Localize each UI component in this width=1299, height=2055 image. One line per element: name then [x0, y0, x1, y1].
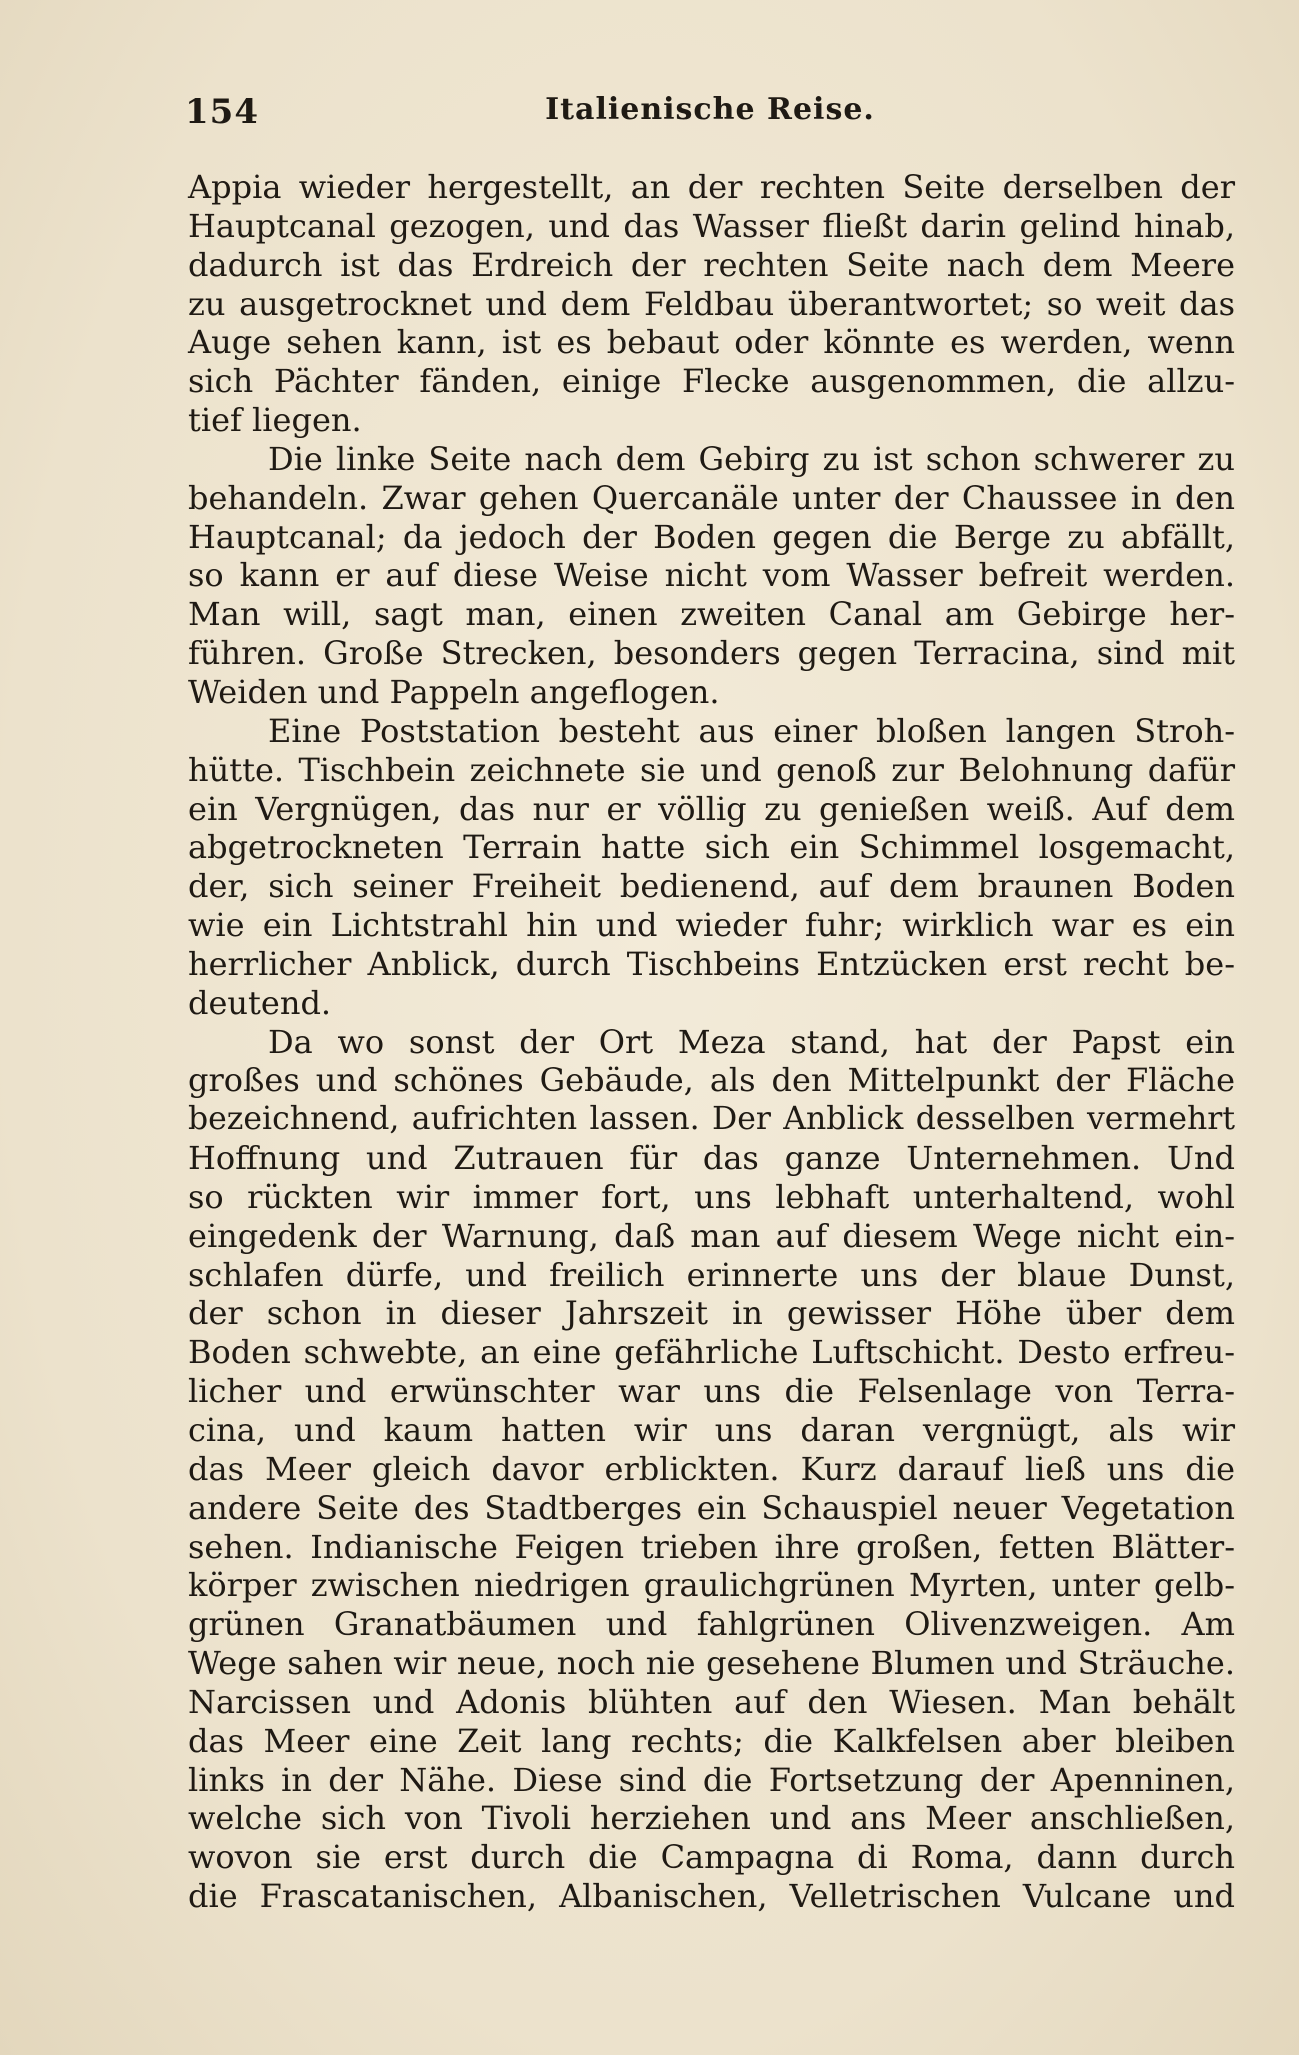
text-line: körper zwischen niedrigen graulichgrünen Myrten, unter gelb- — [188, 1566, 1235, 1605]
text-line: links in der Nähe. Diese sind die Fortsetzung der Apenninen, — [188, 1760, 1235, 1799]
text-line: Narcissen und Adonis blühten auf den Wiesen. Man behält — [188, 1682, 1235, 1721]
text-line: cina, und kaum hatten wir uns daran vergnügt, als wir — [188, 1411, 1235, 1449]
text-line: großes und schönes Gebäude, als den Mittelpunkt der Fläche — [188, 1061, 1235, 1100]
text-line: Hoffnung und Zutrauen für das ganze Unternehmen. Und — [188, 1139, 1235, 1178]
text-line: Auge sehen kann, ist es bebaut oder könnte es werden, wenn — [188, 323, 1235, 362]
text-line: Boden schwebte, an eine gefährliche Luftschicht. Desto erfreu- — [188, 1333, 1235, 1372]
body-text — [188, 168, 1235, 1916]
paragraph-start-line: Da wo sonst der Ort Meza stand, hat der Papst ein — [268, 1022, 1235, 1061]
text-line: herrlicher Anblick, durch Tischbeins Entzücken erst recht be- — [188, 944, 1235, 983]
text-line: Hauptcanal; da jedoch der Boden gegen die Berge zu abfällt, — [188, 517, 1235, 556]
text-line: das Meer gleich davor erblickten. Kurz darauf ließ uns die — [188, 1449, 1235, 1488]
text-line: das Meer eine Zeit lang rechts; die Kalkfelsen aber bleiben — [188, 1721, 1235, 1760]
text-line: abgetrockneten Terrain hatte sich ein Schimmel losgemacht, — [188, 828, 1235, 867]
text-line: die Frascatanischen, Albanischen, Velletrischen Vulcane und — [188, 1877, 1235, 1916]
text-line: eingedenk der Warnung, daß man auf diesem Wege nicht ein- — [188, 1216, 1235, 1255]
page-header — [185, 92, 1235, 142]
text-line: sich Pächter fänden, einige Flecke ausgenommen, die allzu- — [188, 362, 1235, 401]
text-line: tief liegen. — [188, 401, 362, 440]
text-line: deutend. — [188, 983, 332, 1022]
text-line: schlafen dürfe, und freilich erinnerte uns der blaue Dunst, — [188, 1255, 1235, 1294]
running-title: Italienische Reise. — [545, 92, 875, 127]
text-line: Appia wieder hergestellt, an der rechten Seite derselben der — [188, 168, 1235, 206]
text-line: behandeln. Zwar gehen Quercanäle unter der Chaussee in den — [188, 478, 1235, 517]
text-line: grünen Granatbäumen und fahlgrünen Olivenzweigen. Am — [188, 1605, 1235, 1644]
text-line: der, sich seiner Freiheit bedienend, auf dem braunen Boden — [188, 867, 1235, 906]
text-line: licher und erwünschter war uns die Felsenlage von Terra- — [188, 1372, 1235, 1411]
text-line: bezeichnend, aufrichten lassen. Der Anblick desselben vermehrt — [188, 1101, 1235, 1138]
page-number: 154 — [185, 92, 259, 132]
text-line: ein Vergnügen, das nur er völlig zu genießen weiß. Auf dem — [188, 789, 1235, 828]
paragraph-start-line: Eine Poststation besteht aus einer bloßen langen Stroh- — [268, 711, 1235, 750]
text-line: führen. Große Strecken, besonders gegen Terracina, sind mit — [188, 634, 1235, 673]
paragraph-start-line: Die linke Seite nach dem Gebirg zu ist schon schwerer zu — [268, 439, 1235, 478]
text-line: der schon in dieser Jahrszeit in gewisser Höhe über dem — [188, 1294, 1235, 1333]
text-line: hütte. Tischbein zeichnete sie und genoß zur Belohnung dafür — [188, 750, 1235, 789]
text-line: sehen. Indianische Feigen trieben ihre großen, fetten Blätter- — [188, 1527, 1235, 1566]
text-line: wie ein Lichtstrahl hin und wieder fuhr; wirklich war es ein — [188, 906, 1235, 945]
text-line: Weiden und Pappeln angeflogen. — [188, 672, 720, 711]
text-line: dadurch ist das Erdreich der rechten Seite nach dem Meere — [188, 245, 1235, 284]
text-line: andere Seite des Stadtberges ein Schauspiel neuer Vegetation — [188, 1488, 1235, 1527]
text-line: wovon sie erst durch die Campagna di Roma, dann durch — [188, 1838, 1235, 1877]
text-line: Wege sahen wir neue, noch nie gesehene Blumen und Sträuche. — [188, 1644, 1235, 1683]
text-line: welche sich von Tivoli herziehen und ans Meer anschließen, — [188, 1799, 1235, 1838]
text-line: zu ausgetrocknet und dem Feldbau überantwortet; so weit das — [188, 284, 1235, 323]
text-line: so rückten wir immer fort, uns lebhaft unterhaltend, wohl — [188, 1177, 1235, 1216]
text-line: Hauptcanal gezogen, und das Wasser fließt darin gelind hinab, — [188, 206, 1235, 245]
text-line: Man will, sagt man, einen zweiten Canal am Gebirge her- — [188, 595, 1235, 634]
text-line: so kann er auf diese Weise nicht vom Wasser befreit werden. — [188, 556, 1235, 595]
